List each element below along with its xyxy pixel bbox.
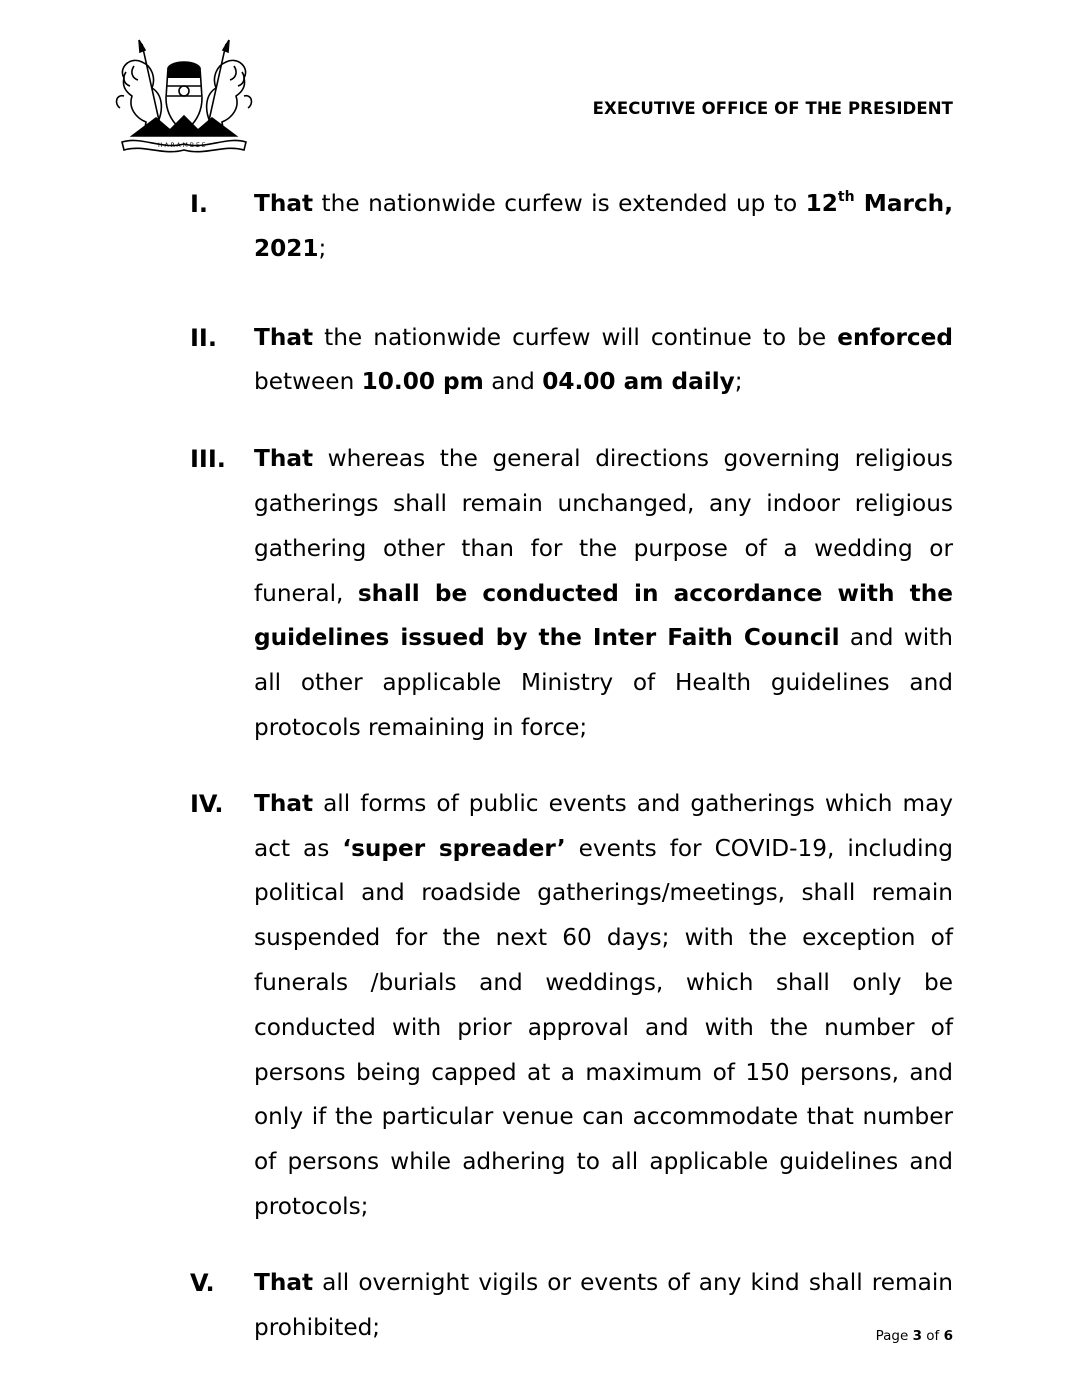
clause-item <box>190 182 953 272</box>
clause-bold-text: shall be conducted in accordance with the guidelines issued by the Inter Faith Council <box>254 579 954 652</box>
clause-numeral: IV. <box>190 789 224 818</box>
clause-bold-text: 10.00 pm <box>361 368 484 396</box>
clause-text <box>254 316 953 406</box>
page-total: 6 <box>943 1328 953 1344</box>
clause-text-segment: between <box>254 368 362 396</box>
clause-bold-text: 12 <box>805 190 838 217</box>
clause-bold-text: That <box>254 789 314 817</box>
of-word: of <box>926 1328 940 1344</box>
clause-text-segment: ; <box>318 234 327 262</box>
clause-numeral: II. <box>190 323 217 352</box>
clause-text-segment: the nationwide curfew is extended up to <box>313 190 806 217</box>
coat-of-arms-logo <box>112 38 256 156</box>
clause-numeral: I. <box>190 190 209 218</box>
clause-text-segment: and <box>483 368 543 396</box>
clause-bold-text: th <box>837 189 855 205</box>
clause-text <box>254 782 953 1230</box>
clause-text <box>254 437 953 751</box>
clause-bold-text: ‘super spreader’ <box>342 834 566 862</box>
clause-text <box>254 182 953 272</box>
clause-text-segment: and with all other applicable Ministry of Health guidelines and protocols remaining in force; <box>254 624 953 741</box>
clause-numeral: III. <box>190 445 226 474</box>
page-word: Page <box>875 1328 909 1344</box>
crest-motto: HARAMBEE <box>158 142 208 149</box>
clause-bold-text: That <box>254 1268 314 1296</box>
clause-text-segment: ; <box>734 368 743 396</box>
clause-text <box>254 1261 953 1351</box>
clause-bold-text: That <box>254 445 314 473</box>
clause-text-segment: the nationwide curfew will continue to be <box>313 323 838 351</box>
clause-bold-text: That <box>254 323 314 351</box>
clause-text-segment: whereas the general directions governing religious gatherings shall remain unchanged, any indoor religious gathering other than for the purpose of a wedding or funeral, <box>254 445 953 607</box>
page-current: 3 <box>912 1328 922 1344</box>
clause-item <box>190 316 953 406</box>
clause-bold-text: 04.00 am daily <box>542 368 735 396</box>
clause-list <box>190 182 953 1350</box>
clause-numeral: V. <box>190 1268 215 1297</box>
clause-item <box>190 782 953 1230</box>
clause-text-segment: all forms of public events and gatherings which may act as <box>254 789 953 862</box>
page-number <box>876 1328 953 1344</box>
clause-bold-text: March, 2021 <box>254 190 953 262</box>
clause-text-segment: all overnight vigils or events of any kind shall remain prohibited; <box>254 1268 953 1341</box>
office-heading: EXECUTIVE OFFICE OF THE PRESIDENT <box>592 99 953 118</box>
clause-bold-text: enforced <box>837 323 953 351</box>
clause-item <box>190 437 953 751</box>
clause-text-segment: events for COVID-19, including political and roadside gatherings/meetings, shall remain suspended for the next 60 days; with the exception of funerals /burials and weddings, which shall only be conducted with prior approval and with the number of persons being capped at a maximum of 150 persons, and only if the particular venue can accommodate that number of persons while adhering to all applicable guidelines and protocols; <box>254 834 953 1220</box>
clause-bold-text: That <box>254 190 314 217</box>
clause-item <box>190 1261 953 1351</box>
